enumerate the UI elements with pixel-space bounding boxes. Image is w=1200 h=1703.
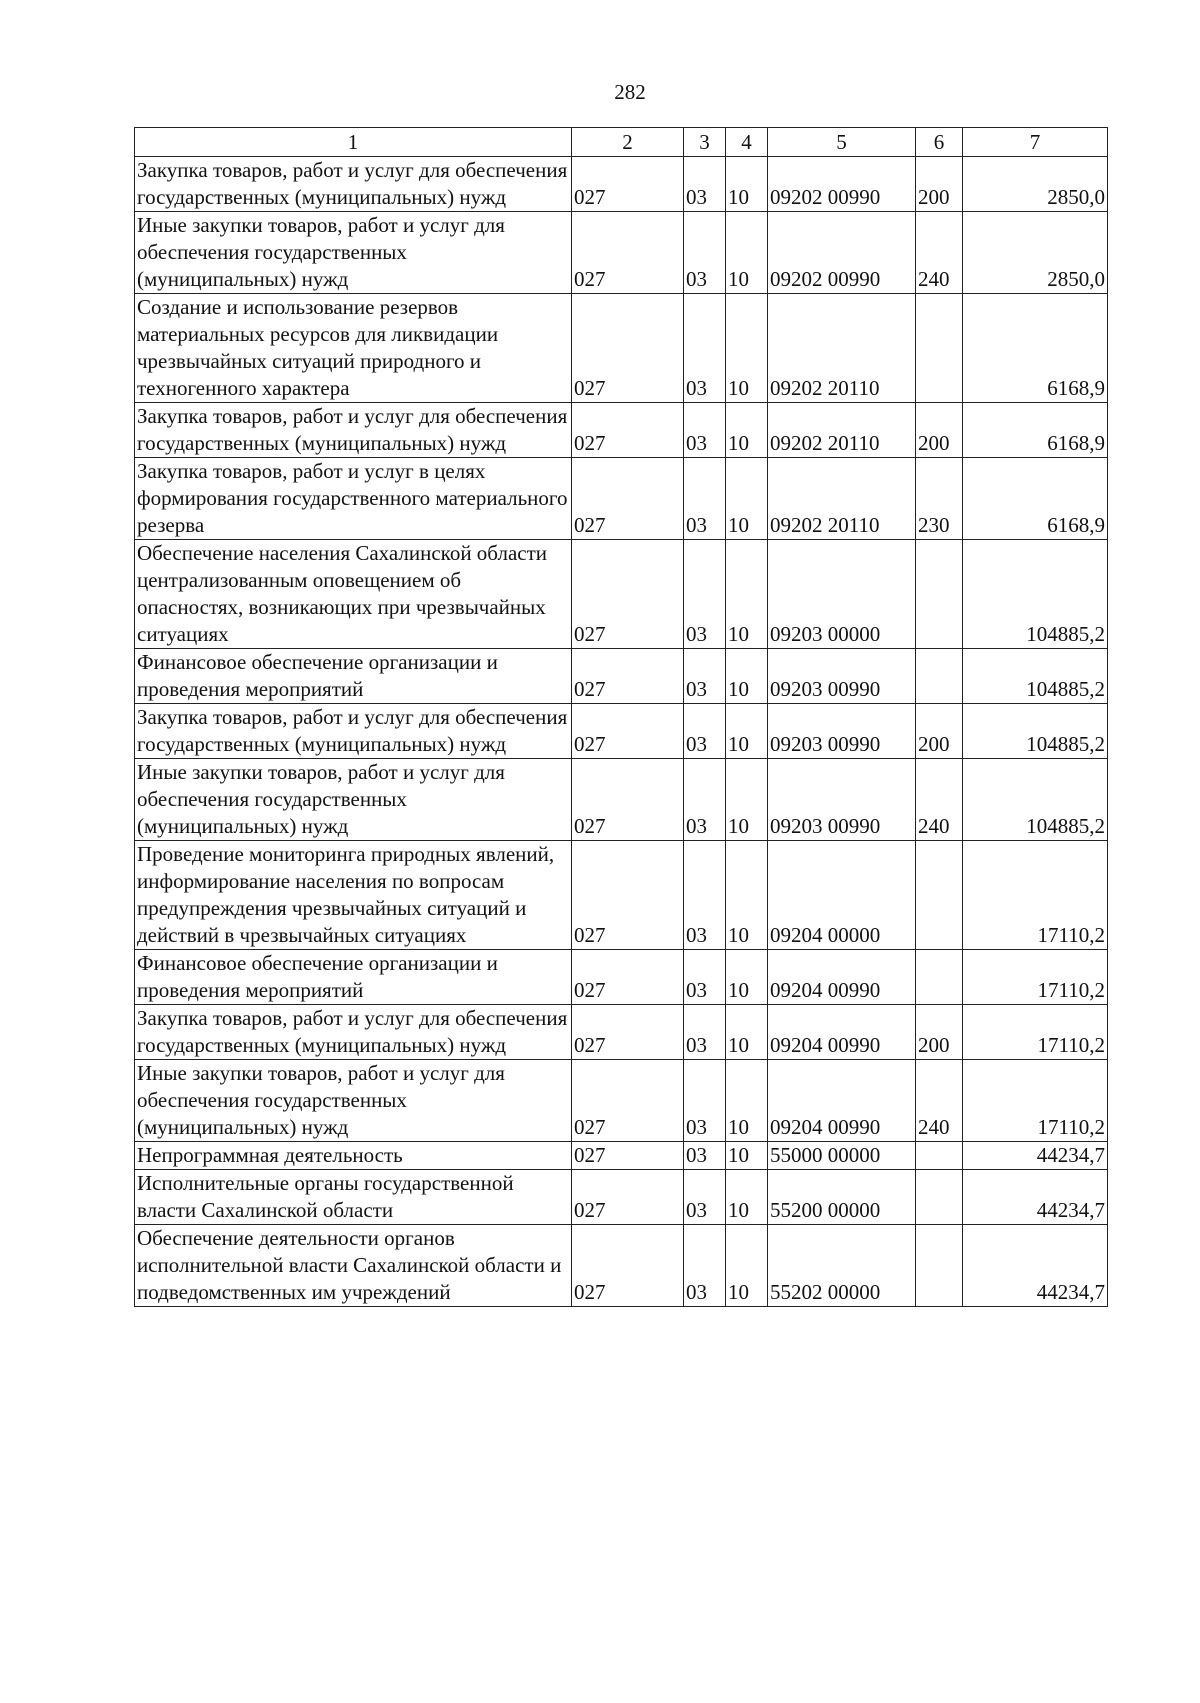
row-name: Непрограммная деятельность bbox=[135, 1142, 572, 1170]
row-name: Проведение мониторинга природных явлений, информирование населения по вопросам предупреждения чрезвычайных ситуаций и действий в чрезвычайных ситуациях bbox=[135, 841, 572, 950]
budget-table bbox=[134, 127, 1108, 1307]
row-target-code: 09203 00000 bbox=[768, 540, 916, 649]
table-row bbox=[135, 1060, 1108, 1142]
row-section-code: 03 bbox=[684, 841, 726, 950]
row-name: Иные закупки товаров, работ и услуг для обеспечения государственных (муниципальных) нужд bbox=[135, 759, 572, 841]
header-col-5: 5 bbox=[768, 128, 916, 157]
row-subsection-code: 10 bbox=[726, 1225, 768, 1307]
row-amount: 44234,7 bbox=[963, 1170, 1108, 1225]
header-col-7: 7 bbox=[963, 128, 1108, 157]
row-expense-type-code: 200 bbox=[916, 704, 963, 759]
row-target-code: 09204 00000 bbox=[768, 841, 916, 950]
row-amount: 17110,2 bbox=[963, 1005, 1108, 1060]
row-target-code: 09202 20110 bbox=[768, 403, 916, 458]
row-target-code: 09203 00990 bbox=[768, 649, 916, 704]
row-ministry-code: 027 bbox=[572, 294, 684, 403]
row-amount: 44234,7 bbox=[963, 1142, 1108, 1170]
row-target-code: 09202 20110 bbox=[768, 458, 916, 540]
row-section-code: 03 bbox=[684, 1142, 726, 1170]
row-amount: 104885,2 bbox=[963, 540, 1108, 649]
row-ministry-code: 027 bbox=[572, 950, 684, 1005]
row-subsection-code: 10 bbox=[726, 704, 768, 759]
row-expense-type-code bbox=[916, 540, 963, 649]
row-section-code: 03 bbox=[684, 1005, 726, 1060]
row-name: Закупка товаров, работ и услуг в целях формирования государственного материального резерва bbox=[135, 458, 572, 540]
row-target-code: 09204 00990 bbox=[768, 950, 916, 1005]
row-expense-type-code: 240 bbox=[916, 1060, 963, 1142]
row-section-code: 03 bbox=[684, 704, 726, 759]
row-amount: 17110,2 bbox=[963, 950, 1108, 1005]
row-ministry-code: 027 bbox=[572, 704, 684, 759]
row-section-code: 03 bbox=[684, 212, 726, 294]
row-target-code: 09202 00990 bbox=[768, 212, 916, 294]
row-amount: 17110,2 bbox=[963, 841, 1108, 950]
row-target-code: 55000 00000 bbox=[768, 1142, 916, 1170]
row-section-code: 03 bbox=[684, 403, 726, 458]
row-expense-type-code bbox=[916, 294, 963, 403]
row-target-code: 09202 20110 bbox=[768, 294, 916, 403]
header-col-2: 2 bbox=[572, 128, 684, 157]
row-name: Обеспечение населения Сахалинской области централизованным оповещением об опасностях, возникающих при чрезвычайных ситуациях bbox=[135, 540, 572, 649]
row-expense-type-code: 240 bbox=[916, 212, 963, 294]
row-ministry-code: 027 bbox=[572, 458, 684, 540]
row-amount: 6168,9 bbox=[963, 294, 1108, 403]
row-section-code: 03 bbox=[684, 759, 726, 841]
row-amount: 44234,7 bbox=[963, 1225, 1108, 1307]
table-row bbox=[135, 841, 1108, 950]
header-col-4: 4 bbox=[726, 128, 768, 157]
row-ministry-code: 027 bbox=[572, 649, 684, 704]
table-row bbox=[135, 1225, 1108, 1307]
row-amount: 2850,0 bbox=[963, 212, 1108, 294]
row-expense-type-code bbox=[916, 649, 963, 704]
row-amount: 2850,0 bbox=[963, 157, 1108, 212]
row-subsection-code: 10 bbox=[726, 294, 768, 403]
table-row bbox=[135, 403, 1108, 458]
page-number: 282 bbox=[614, 80, 646, 104]
row-ministry-code: 027 bbox=[572, 1005, 684, 1060]
row-target-code: 55202 00000 bbox=[768, 1225, 916, 1307]
row-expense-type-code: 200 bbox=[916, 157, 963, 212]
row-amount: 6168,9 bbox=[963, 458, 1108, 540]
row-name: Иные закупки товаров, работ и услуг для обеспечения государственных (муниципальных) нужд bbox=[135, 212, 572, 294]
row-section-code: 03 bbox=[684, 294, 726, 403]
row-ministry-code: 027 bbox=[572, 841, 684, 950]
row-expense-type-code bbox=[916, 841, 963, 950]
row-ministry-code: 027 bbox=[572, 540, 684, 649]
row-ministry-code: 027 bbox=[572, 212, 684, 294]
table-body bbox=[135, 157, 1108, 1307]
row-section-code: 03 bbox=[684, 1060, 726, 1142]
row-target-code: 55200 00000 bbox=[768, 1170, 916, 1225]
row-ministry-code: 027 bbox=[572, 1225, 684, 1307]
row-name: Исполнительные органы государственной власти Сахалинской области bbox=[135, 1170, 572, 1225]
row-subsection-code: 10 bbox=[726, 540, 768, 649]
row-amount: 104885,2 bbox=[963, 759, 1108, 841]
row-subsection-code: 10 bbox=[726, 212, 768, 294]
table-row bbox=[135, 704, 1108, 759]
row-name: Финансовое обеспечение организации и проведения мероприятий bbox=[135, 649, 572, 704]
row-amount: 104885,2 bbox=[963, 704, 1108, 759]
row-section-code: 03 bbox=[684, 950, 726, 1005]
row-name: Иные закупки товаров, работ и услуг для обеспечения государственных (муниципальных) нужд bbox=[135, 1060, 572, 1142]
table-row bbox=[135, 759, 1108, 841]
table-row bbox=[135, 1170, 1108, 1225]
row-expense-type-code: 200 bbox=[916, 1005, 963, 1060]
row-expense-type-code bbox=[916, 950, 963, 1005]
row-subsection-code: 10 bbox=[726, 1005, 768, 1060]
row-ministry-code: 027 bbox=[572, 1170, 684, 1225]
row-section-code: 03 bbox=[684, 649, 726, 704]
row-subsection-code: 10 bbox=[726, 759, 768, 841]
row-amount: 104885,2 bbox=[963, 649, 1108, 704]
row-name: Закупка товаров, работ и услуг для обеспечения государственных (муниципальных) нужд bbox=[135, 704, 572, 759]
row-name: Закупка товаров, работ и услуг для обеспечения государственных (муниципальных) нужд bbox=[135, 403, 572, 458]
row-expense-type-code bbox=[916, 1142, 963, 1170]
row-expense-type-code bbox=[916, 1225, 963, 1307]
row-expense-type-code: 240 bbox=[916, 759, 963, 841]
table-row bbox=[135, 212, 1108, 294]
row-subsection-code: 10 bbox=[726, 950, 768, 1005]
row-target-code: 09203 00990 bbox=[768, 704, 916, 759]
table-row bbox=[135, 950, 1108, 1005]
row-name: Закупка товаров, работ и услуг для обеспечения государственных (муниципальных) нужд bbox=[135, 1005, 572, 1060]
header-col-6: 6 bbox=[916, 128, 963, 157]
row-ministry-code: 027 bbox=[572, 1142, 684, 1170]
header-col-3: 3 bbox=[684, 128, 726, 157]
row-target-code: 09204 00990 bbox=[768, 1060, 916, 1142]
row-section-code: 03 bbox=[684, 540, 726, 649]
row-amount: 17110,2 bbox=[963, 1060, 1108, 1142]
row-expense-type-code: 200 bbox=[916, 403, 963, 458]
row-target-code: 09204 00990 bbox=[768, 1005, 916, 1060]
header-row bbox=[135, 128, 1108, 157]
row-target-code: 09203 00990 bbox=[768, 759, 916, 841]
row-expense-type-code bbox=[916, 1170, 963, 1225]
table-row bbox=[135, 1005, 1108, 1060]
row-subsection-code: 10 bbox=[726, 1142, 768, 1170]
row-section-code: 03 bbox=[684, 458, 726, 540]
row-name: Создание и использование резервов материальных ресурсов для ликвидации чрезвычайных ситуаций природного и техногенного характера bbox=[135, 294, 572, 403]
row-ministry-code: 027 bbox=[572, 157, 684, 212]
row-expense-type-code: 230 bbox=[916, 458, 963, 540]
row-section-code: 03 bbox=[684, 157, 726, 212]
row-subsection-code: 10 bbox=[726, 1060, 768, 1142]
row-name: Обеспечение деятельности органов исполнительной власти Сахалинской области и подведомственных им учреждений bbox=[135, 1225, 572, 1307]
row-subsection-code: 10 bbox=[726, 403, 768, 458]
table-row bbox=[135, 458, 1108, 540]
row-subsection-code: 10 bbox=[726, 841, 768, 950]
table-row bbox=[135, 1142, 1108, 1170]
row-ministry-code: 027 bbox=[572, 1060, 684, 1142]
table-row bbox=[135, 649, 1108, 704]
row-ministry-code: 027 bbox=[572, 759, 684, 841]
table-row bbox=[135, 540, 1108, 649]
row-section-code: 03 bbox=[684, 1170, 726, 1225]
row-name: Закупка товаров, работ и услуг для обеспечения государственных (муниципальных) нужд bbox=[135, 157, 572, 212]
row-section-code: 03 bbox=[684, 1225, 726, 1307]
row-subsection-code: 10 bbox=[726, 157, 768, 212]
table-row bbox=[135, 294, 1108, 403]
table-row bbox=[135, 157, 1108, 212]
row-subsection-code: 10 bbox=[726, 649, 768, 704]
row-subsection-code: 10 bbox=[726, 1170, 768, 1225]
header-col-1: 1 bbox=[135, 128, 572, 157]
row-name: Финансовое обеспечение организации и проведения мероприятий bbox=[135, 950, 572, 1005]
row-ministry-code: 027 bbox=[572, 403, 684, 458]
row-subsection-code: 10 bbox=[726, 458, 768, 540]
row-amount: 6168,9 bbox=[963, 403, 1108, 458]
row-target-code: 09202 00990 bbox=[768, 157, 916, 212]
